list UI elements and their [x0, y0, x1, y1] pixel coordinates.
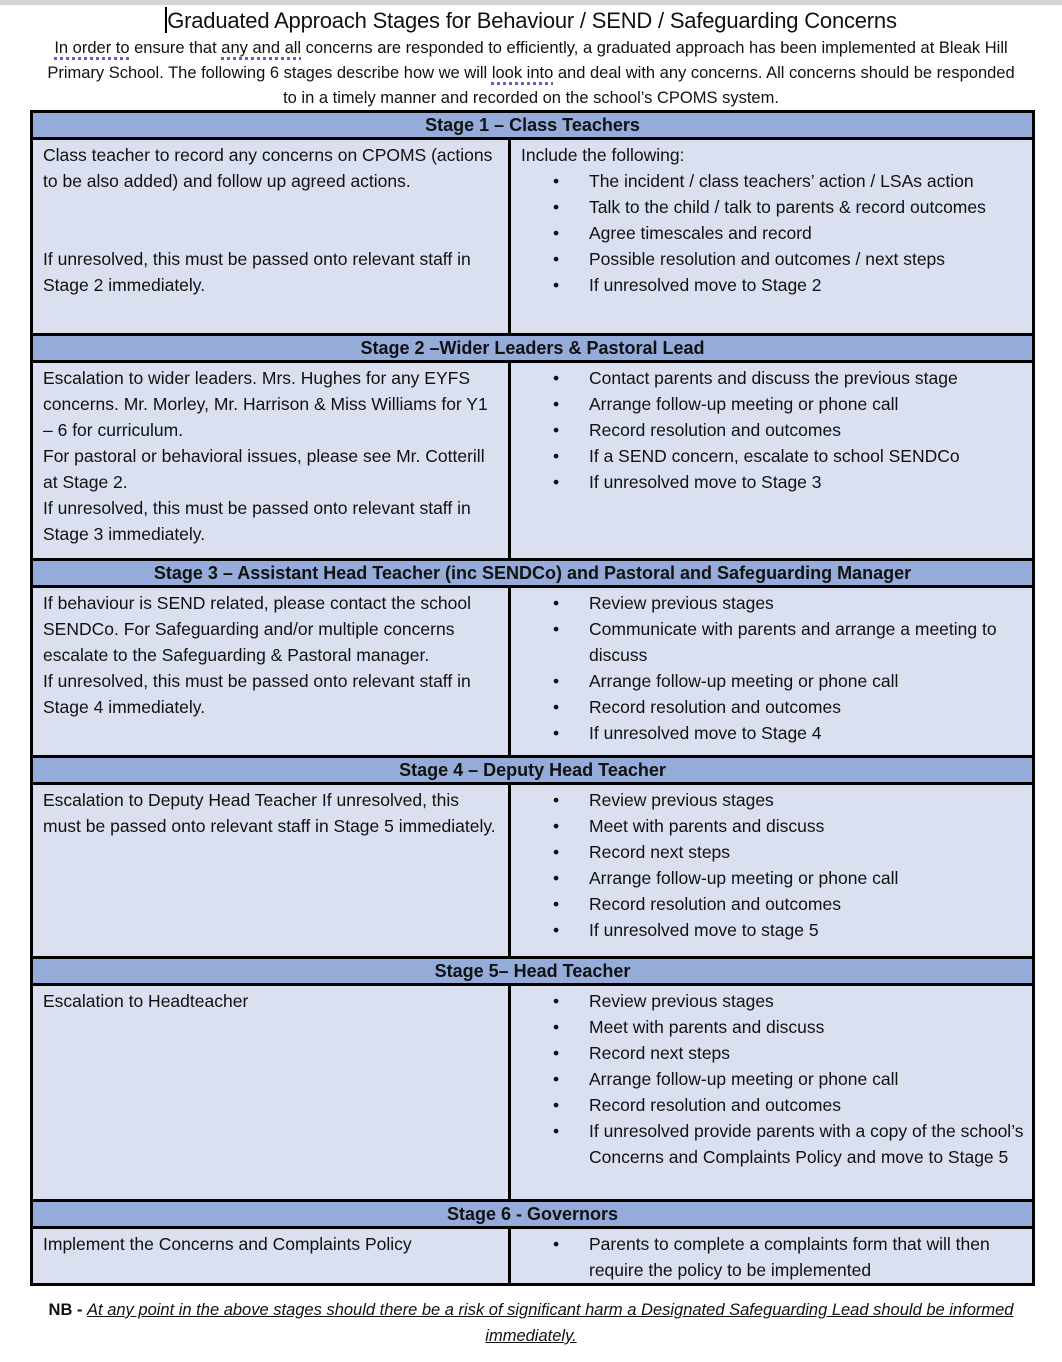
stage-description — [32, 362, 510, 560]
stage-header: Stage 4 – Deputy Head Teacher — [32, 757, 1034, 784]
action-item: • Record next steps — [521, 1040, 1024, 1066]
actions-list — [521, 787, 1024, 943]
action-item: • If unresolved move to Stage 4 — [521, 720, 1024, 746]
stage-header-row — [32, 1201, 1034, 1228]
action-item: • Meet with parents and discuss — [521, 1014, 1024, 1040]
stages-table — [30, 110, 1035, 1286]
page-title — [0, 6, 1062, 36]
stage-row — [32, 139, 1034, 335]
stage-row — [32, 1228, 1034, 1285]
description-text: Escalation to wider leaders. Mrs. Hughes for any EYFS concerns. Mr. Morley, Mr. Harrison & Miss Williams for Y1 – 6 for curriculum. — [43, 368, 488, 440]
stage-actions — [510, 985, 1034, 1201]
stage-header: Stage 6 - Governors — [32, 1201, 1034, 1228]
action-item: • If unresolved move to Stage 3 — [521, 469, 1024, 495]
stage-description — [32, 985, 510, 1201]
stage-actions — [510, 139, 1034, 335]
action-item: • Record resolution and outcomes — [521, 891, 1024, 917]
action-item: • Arrange follow-up meeting or phone call — [521, 391, 1024, 417]
stage-row — [32, 587, 1034, 757]
action-item: • Communicate with parents and arrange a meeting to discuss — [521, 616, 1024, 668]
action-item: • Parents to complete a complaints form that will then require the policy to be implemented — [521, 1231, 1024, 1283]
description-text: If unresolved, this must be passed onto relevant staff in Stage 2 immediately. — [43, 249, 471, 295]
stage-row — [32, 784, 1034, 958]
description-text: Implement the Concerns and Complaints Policy — [43, 1234, 412, 1254]
actions-list — [521, 168, 1024, 298]
stage-actions — [510, 1228, 1034, 1285]
action-item: • Review previous stages — [521, 787, 1024, 813]
description-text: For pastoral or behavioral issues, please see Mr. Cotterill at Stage 2. — [43, 446, 485, 492]
stage-row — [32, 985, 1034, 1201]
stage-header-row — [32, 958, 1034, 985]
stage-description — [32, 784, 510, 958]
actions-list — [521, 988, 1024, 1170]
stage-header: Stage 2 –Wider Leaders & Pastoral Lead — [32, 335, 1034, 362]
action-item: • If unresolved move to stage 5 — [521, 917, 1024, 943]
action-item: • If unresolved move to Stage 2 — [521, 272, 1024, 298]
action-item: • Possible resolution and outcomes / next steps — [521, 246, 1024, 272]
intro-paragraph — [40, 36, 1022, 111]
action-item: • Agree timescales and record — [521, 220, 1024, 246]
action-item: • Record resolution and outcomes — [521, 1092, 1024, 1118]
stage-header-row — [32, 112, 1034, 139]
actions-intro: Include the following: — [521, 145, 685, 165]
action-item: • Review previous stages — [521, 988, 1024, 1014]
action-item: • Record next steps — [521, 839, 1024, 865]
description-text: Escalation to Deputy Head Teacher If unresolved, this must be passed onto relevant staff in Stage 5 immediately. — [43, 790, 496, 836]
safeguarding-note — [20, 1297, 1042, 1349]
stage-actions — [510, 362, 1034, 560]
action-item: • Arrange follow-up meeting or phone call — [521, 1066, 1024, 1092]
description-text: If unresolved, this must be passed onto relevant staff in Stage 4 immediately. — [43, 671, 471, 717]
window-top-bar — [0, 0, 1062, 5]
action-item: • Arrange follow-up meeting or phone call — [521, 668, 1024, 694]
intro-text: and deal with any concerns. All concerns should be responded to in a timely manner and recorded on the school’s CPOMS system. — [283, 64, 1015, 107]
stage-row — [32, 362, 1034, 560]
note-text: At any point in the above stages should there be a risk of significant harm a Designated Safeguarding Lead should be informed immediately. — [87, 1301, 1014, 1345]
action-item: • Arrange follow-up meeting or phone call — [521, 865, 1024, 891]
action-item: • The incident / class teachers’ action / LSAs action — [521, 168, 1024, 194]
stage-header: Stage 3 – Assistant Head Teacher (inc SENDCo) and Pastoral and Safeguarding Manager — [32, 560, 1034, 587]
actions-list — [521, 1231, 1024, 1283]
description-text: Escalation to Headteacher — [43, 991, 249, 1011]
description-text: If unresolved, this must be passed onto relevant staff in Stage 3 immediately. — [43, 498, 471, 544]
action-item: • Talk to the child / talk to parents & record outcomes — [521, 194, 1024, 220]
action-item: • Meet with parents and discuss — [521, 813, 1024, 839]
grammar-flag[interactable]: look into — [491, 64, 554, 82]
stage-header: Stage 5– Head Teacher — [32, 958, 1034, 985]
action-item: • If unresolved provide parents with a copy of the school’s Concerns and Complaints Policy and move to Stage 5 — [521, 1118, 1024, 1170]
stage-actions — [510, 784, 1034, 958]
stage-description — [32, 1228, 510, 1285]
stage-description — [32, 587, 510, 757]
stage-description — [32, 139, 510, 335]
description-text: If behaviour is SEND related, please contact the school SENDCo. For Safeguarding and/or multiple concerns escalate to the Safeguarding & Pastoral manager. — [43, 593, 472, 665]
intro-text: concerns are responded to efficiently, a graduated approach has been implemented at Bleak Hill Primary School. The following 6 stages describe how we will — [47, 39, 1008, 82]
description-text: Class teacher to record any concerns on CPOMS (actions to be also added) and follow up agreed actions. — [43, 145, 493, 191]
note-label: NB - — [48, 1301, 88, 1319]
action-item: • Contact parents and discuss the previous stage — [521, 365, 1024, 391]
action-item: • If a SEND concern, escalate to school SENDCo — [521, 443, 1024, 469]
action-item: • Review previous stages — [521, 590, 1024, 616]
page-title-text: Graduated Approach Stages for Behaviour / SEND / Safeguarding Concerns — [167, 8, 897, 33]
stage-header-row — [32, 757, 1034, 784]
grammar-flag[interactable]: In order to — [54, 39, 130, 57]
stage-header-row — [32, 560, 1034, 587]
grammar-flag[interactable]: any and all — [221, 39, 302, 57]
actions-list — [521, 365, 1024, 495]
action-item: • Record resolution and outcomes — [521, 694, 1024, 720]
stage-actions — [510, 587, 1034, 757]
intro-text: ensure that — [129, 39, 222, 57]
stage-header-row — [32, 335, 1034, 362]
actions-list — [521, 590, 1024, 746]
action-item: • Record resolution and outcomes — [521, 417, 1024, 443]
stage-header: Stage 1 – Class Teachers — [32, 112, 1034, 139]
